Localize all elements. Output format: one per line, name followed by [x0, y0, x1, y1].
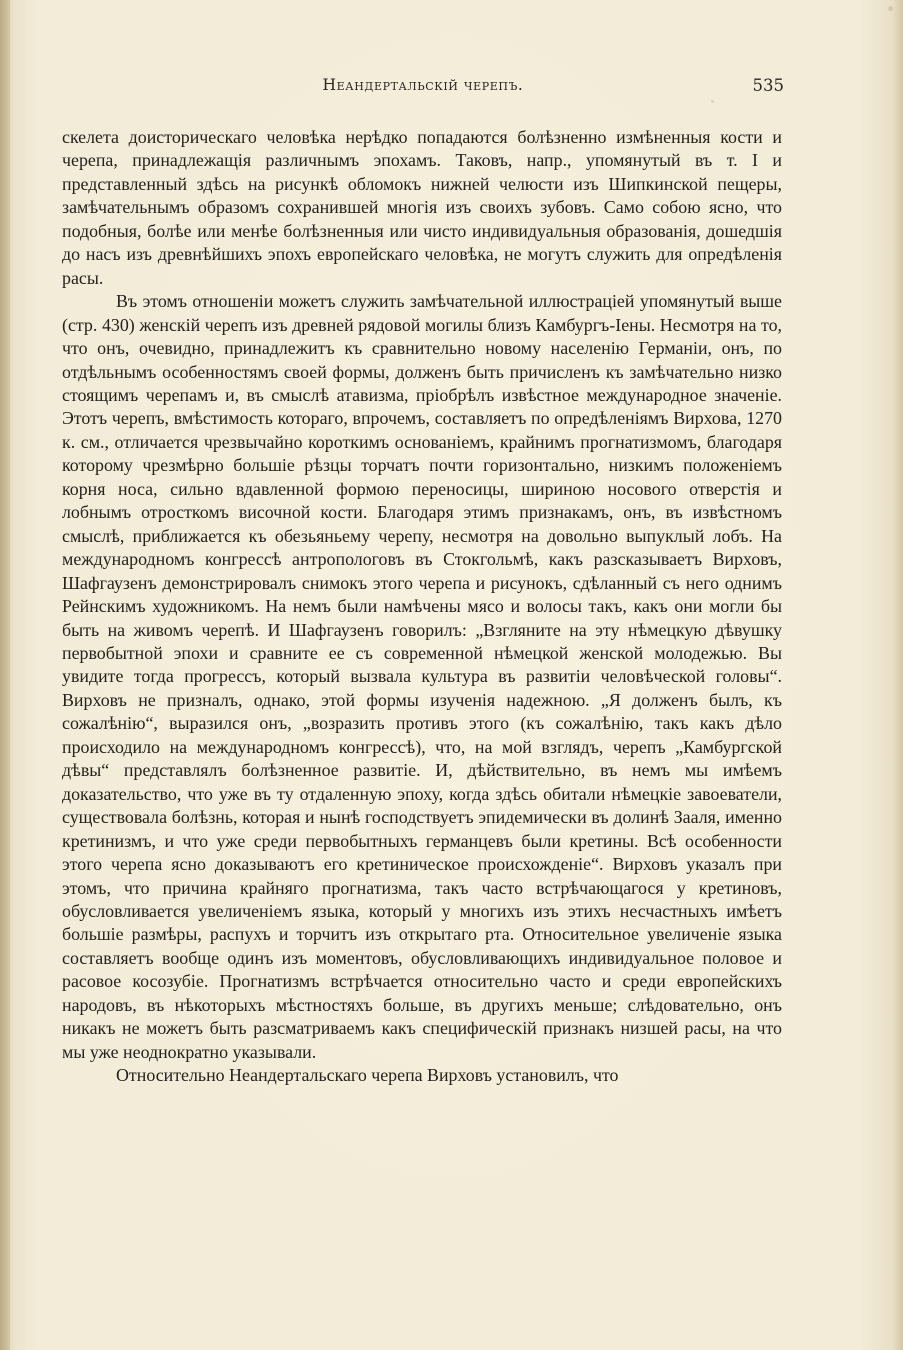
paragraph: скелета доисторическаго человѣка нерѣдко попадаются болѣзненно измѣненныя кости и черепа, принадлежащія различнымъ эпохамъ. Таковъ, напр., упомянутый въ т. I и представленный здѣсь на рисункѣ обломокъ нижней челюсти изъ Шипкинской пещеры, замѣчательнымъ образомъ сохранившей многія изъ своихъ зубовъ. Само собою ясно, что подобныя, болѣе или менѣе болѣзненныя или чисто индивидуальныя образованія, дошедшія до насъ изъ древнѣйшихъ эпохъ европейскаго человѣка, не могутъ служить для опредѣленія расы. — [62, 127, 782, 288]
running-title: Неандертальскій черепъ. — [322, 76, 524, 94]
page-number: 535 — [752, 76, 784, 95]
paragraph: Относительно Неандертальскаго черепа Вирховъ установилъ, что — [116, 1065, 619, 1086]
page-header — [62, 74, 784, 100]
paragraph: Въ этомъ отношеніи можетъ служить замѣчательной иллюстраціей упомянутый выше (стр. 430) женскій черепъ изъ древней рядовой могилы близъ Камбургъ-Іены. Несмотря на то, что онъ, очевидно, принадлежитъ къ сравнительно новому населенію Германіи, онъ, по отдѣльнымъ особенностямъ своей формы, долженъ быть причисленъ къ замѣчательно низко стоящимъ черепамъ и, въ смыслѣ атавизма, пріобрѣлъ извѣстное международное значеніе. Этотъ черепъ, вмѣстимость котораго, впрочемъ, составляетъ по опредѣленіямъ Вирхова, 1270 к. см., отличается чрезвычайно короткимъ основаніемъ, крайнимъ прогнатизмомъ, благодаря которому чрезмѣрно большіе рѣзцы торчатъ почти горизонтально, низкимъ положеніемъ корня носа, сильно вдавленной формою переносицы, шириною носового отверстія и лобнымъ отросткомъ височной кости. Благодаря этимъ признакамъ, онъ, въ извѣстномъ смыслѣ, приближается къ обезьяньему черепу, несмотря на довольно выпуклый лобъ. На международномъ конгрессѣ антропологовъ въ Стокгольмѣ, какъ разсказываетъ Вирховъ, Шафгаузенъ демонстрировалъ снимокъ этого черепа и рисунокъ, сдѣланный съ него однимъ Рейнскимъ художникомъ. На немъ были намѣчены мясо и волосы такъ, какъ они могли бы быть на живомъ черепѣ. И Шафгаузенъ говорилъ: „Взгляните на эту нѣмецкую дѣвушку первобытной эпохи и сравните ее съ современной нѣмецкой женской молодежью. Вы увидите тогда прогрессъ, который вызвала культура въ развитіи человѣческой головы“. Вирховъ не призналъ, однако, этой формы изученія надежною. „Я долженъ былъ, къ сожалѣнію“, выразился онъ, „возразить противъ этого (къ сожалѣнію, такъ какъ дѣло происходило на международномъ конгрессѣ), что, на мой взглядъ, черепъ „Камбургской дѣвы“ представлялъ болѣзненное развитіе. И, дѣйствительно, въ немъ мы имѣемъ доказательство, что уже въ ту отдаленную эпоху, когда здѣсь обитали нѣмецкіе завоеватели, существовала болѣзнь, которая и нынѣ господствуетъ эпидемически въ долинѣ Зааля, именно кретинизмъ, и что уже среди первобытныхъ германцевъ были кретины. Всѣ особенности этого черепа ясно доказываютъ его кретиническое происхожденіе“. Вирховъ указалъ при этомъ, что причина крайняго прогнатизма, такъ часто встрѣчающагося у кретиновъ, обусловливается увеличеніемъ языка, который у многихъ изъ этихъ несчастныхъ имѣетъ большіе размѣры, распухъ и торчитъ изъ открытаго рта. Относительное увеличеніе языка составляетъ вообще одинъ изъ моментовъ, обусловливающихъ индивидуальное половое и расовое косозубіе. Прогнатизмъ встрѣчается относительно часто и среди европейскихъ народовъ, въ нѣкоторыхъ мѣстностяхъ больше, въ другихъ меньше; слѣдовательно, онъ никакъ не можетъ быть разсматриваемъ какъ специфическій признакъ низшей расы, на что мы уже неоднократно указывали. — [62, 291, 782, 1062]
body-text — [62, 126, 782, 1088]
paper-spot — [888, 6, 893, 11]
paper-spot — [711, 100, 714, 103]
page-binding-shadow — [0, 0, 10, 1350]
